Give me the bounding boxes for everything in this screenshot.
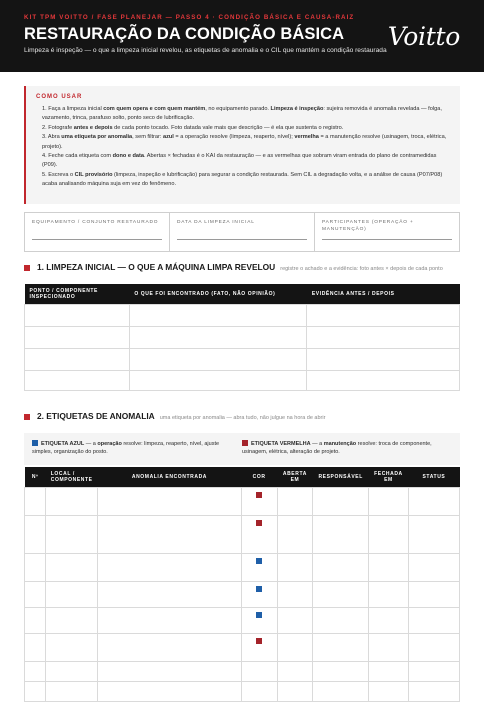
table-cell[interactable]	[369, 681, 409, 701]
table-cell[interactable]	[369, 553, 409, 581]
field-participants[interactable]	[315, 213, 459, 251]
table-cell[interactable]	[313, 607, 369, 633]
table-cell[interactable]	[307, 304, 460, 326]
section-note: registre o achado e a evidência: foto antes × depois de cada ponto	[280, 266, 443, 272]
table-cell[interactable]	[313, 553, 369, 581]
column-header: O QUE FOI ENCONTRADO (FATO, NÃO OPINIÃO)	[129, 284, 307, 304]
page-title: RESTAURAÇÃO DA CONDIÇÃO BÁSICA	[24, 25, 345, 43]
header-fields	[24, 212, 460, 252]
field-equipment[interactable]	[25, 213, 170, 251]
table-cell[interactable]	[25, 633, 46, 661]
table-cell[interactable]	[25, 553, 46, 581]
step-text: = a operação resolve (limpeza, reaperto, nível);	[173, 134, 295, 141]
step-text: (limpeza, inspeção e lubrificação) para segurar a condição restaurada. Sem CIL a degradação volta, e a análise de causa (P07/P08) acaba analisando máquina suja em vez do fenômeno.	[42, 171, 443, 188]
column-header: COR	[241, 467, 277, 487]
table-cell[interactable]	[25, 326, 130, 348]
table-cell[interactable]	[408, 661, 459, 681]
legend-red-tag	[242, 439, 452, 465]
step-text: Escreva o	[48, 171, 75, 178]
column-header: RESPONSÁVEL	[313, 467, 369, 487]
step-text: . Abertas × fechadas é o KAI da restauração — e as vermelhas que sobram viram entrada do plano de contramedidas (P09).	[42, 153, 437, 169]
table-cell[interactable]	[277, 681, 313, 701]
tag-legend	[24, 433, 460, 465]
column-header: Nº	[25, 467, 46, 487]
kicker: KIT TPM VOITTO / FASE PLANEJAR — PASSO 4 · CONDIÇÃO BÁSICA E CAUSA-RAIZ	[24, 14, 355, 21]
column-header: ANOMALIA ENCONTRADA	[98, 467, 241, 487]
legend-emphasis: operação	[97, 441, 122, 447]
table-cell[interactable]	[408, 581, 459, 607]
table-row	[25, 515, 460, 553]
how-to-use-steps	[36, 105, 450, 190]
step-emphasis: uma etiqueta por anomalia	[61, 134, 133, 141]
table-cell[interactable]	[98, 633, 241, 661]
step-text: de cada ponto tocado. Foto datada vale mais que descrição — é ela que sustenta o registro.	[112, 124, 344, 131]
table-cell[interactable]	[25, 581, 46, 607]
step-text: , sem filtrar:	[132, 134, 163, 141]
table-cell[interactable]	[369, 515, 409, 553]
table-cell[interactable]	[25, 661, 46, 681]
table-cell[interactable]	[277, 515, 313, 553]
table-cell[interactable]	[129, 304, 307, 326]
table-row	[25, 581, 460, 607]
table-cell[interactable]	[25, 348, 130, 370]
table-cell[interactable]	[129, 370, 307, 390]
column-header: EVIDÊNCIA ANTES / DEPOIS	[307, 284, 460, 304]
table-cell[interactable]	[46, 681, 98, 701]
table-cell[interactable]	[98, 681, 241, 701]
table-cell[interactable]	[25, 607, 46, 633]
table-cell[interactable]	[25, 370, 130, 390]
table-cell[interactable]	[277, 607, 313, 633]
table-cell[interactable]	[369, 607, 409, 633]
color-cell[interactable]	[241, 487, 277, 515]
table-cell[interactable]	[369, 581, 409, 607]
field-input-line[interactable]	[32, 239, 162, 240]
how-to-step	[36, 171, 450, 190]
table-cell[interactable]	[129, 348, 307, 370]
section-title: 1. LIMPEZA INICIAL — O QUE A MÁQUINA LIMPA REVELOU	[37, 262, 276, 272]
voitto-logo: Voitto	[387, 22, 460, 51]
step-number: 1.	[42, 106, 49, 112]
table-cell[interactable]	[408, 553, 459, 581]
step-text: , no equipamento parado.	[205, 106, 271, 112]
table-cell[interactable]	[408, 607, 459, 633]
table-cell[interactable]	[277, 553, 313, 581]
table-cell[interactable]	[408, 515, 459, 553]
table-row	[25, 487, 460, 515]
how-to-use-box	[24, 86, 460, 204]
blue-tag-marker	[256, 612, 262, 618]
step-emphasis: antes e depois	[73, 124, 113, 131]
field-label: DATA DA LIMPEZA INICIAL	[177, 220, 255, 225]
table-cell[interactable]	[307, 370, 460, 390]
table-cell[interactable]	[408, 487, 459, 515]
column-header: PONTO / COMPONENTE INSPECIONADO	[25, 284, 130, 304]
table-row	[25, 348, 460, 370]
column-header: ABERTA EM	[277, 467, 313, 487]
column-header: STATUS	[408, 467, 459, 487]
field-label: EQUIPAMENTO / CONJUNTO RESTAURADO	[32, 220, 159, 225]
color-cell[interactable]	[241, 607, 277, 633]
table-cell[interactable]	[98, 607, 241, 633]
color-cell[interactable]	[241, 515, 277, 553]
table-cell[interactable]	[46, 515, 98, 553]
table-cell[interactable]	[98, 553, 241, 581]
how-to-use-title: COMO USAR	[36, 94, 83, 100]
column-header: LOCAL / COMPONENTE	[46, 467, 98, 487]
color-cell[interactable]	[241, 681, 277, 701]
table-row	[25, 633, 460, 661]
color-cell[interactable]	[241, 581, 277, 607]
table-cell[interactable]	[98, 581, 241, 607]
table-cell[interactable]	[277, 633, 313, 661]
table-cell[interactable]	[313, 581, 369, 607]
table-cell[interactable]	[98, 515, 241, 553]
table-row	[25, 304, 460, 326]
table-cell[interactable]	[277, 581, 313, 607]
table-cell[interactable]	[46, 487, 98, 515]
section-1-heading	[24, 262, 443, 272]
table-cell[interactable]	[46, 661, 98, 681]
step-emphasis: azul	[162, 134, 174, 141]
field-input-line[interactable]	[322, 239, 452, 240]
blue-tag-marker	[256, 558, 262, 564]
table-cell[interactable]	[98, 661, 241, 681]
legend-text: — a	[84, 441, 98, 447]
legend-text: resolve: troca de componente, usinagem, elétrica, alteração de projeto.	[242, 441, 432, 456]
legend-text: — a	[310, 441, 324, 447]
table-cell[interactable]	[408, 681, 459, 701]
field-label: PARTICIPANTES (OPERAÇÃO + MANUTENÇÃO)	[322, 220, 414, 232]
step-emphasis: dono e data	[112, 153, 144, 160]
page-header	[0, 0, 484, 72]
step-text: = a manutenção resolve (usinagem, troca, elétrica, projeto).	[42, 134, 447, 150]
legend-blue-tag	[32, 439, 242, 465]
table-cell[interactable]	[46, 553, 98, 581]
legend-emphasis: manutenção	[323, 441, 357, 447]
blue-tag-label: ETIQUETA AZUL	[41, 441, 85, 447]
table-cell[interactable]	[277, 487, 313, 515]
red-tag-marker	[256, 520, 262, 526]
step-emphasis: vermelha	[294, 134, 319, 141]
how-to-step	[36, 152, 450, 171]
table-cell[interactable]	[46, 633, 98, 661]
table-cell[interactable]	[313, 633, 369, 661]
table-cell[interactable]	[313, 661, 369, 681]
table-cell[interactable]	[313, 681, 369, 701]
table-cell[interactable]	[25, 304, 130, 326]
table-cell[interactable]	[408, 633, 459, 661]
table-cell[interactable]	[313, 487, 369, 515]
step-text: Fotografe	[48, 124, 74, 131]
table-row	[25, 553, 460, 581]
red-tag-label: ETIQUETA VERMELHA	[251, 441, 311, 447]
page-subtitle: Limpeza é inspeção — o que a limpeza inicial revelou, as etiquetas de anomalia e o CIL que mantém a condição restaurada	[24, 47, 387, 54]
how-to-step	[36, 133, 450, 152]
step-emphasis: Limpeza é inspeção	[270, 106, 324, 112]
table-cell[interactable]	[369, 633, 409, 661]
table-row	[25, 326, 460, 348]
table-cell[interactable]	[307, 326, 460, 348]
column-header: FECHADA EM	[369, 467, 409, 487]
table-cell[interactable]	[307, 348, 460, 370]
red-tag-marker	[256, 638, 262, 644]
red-square-icon	[242, 440, 248, 446]
table-row	[25, 607, 460, 633]
table-cell[interactable]	[98, 487, 241, 515]
table-cell[interactable]	[369, 661, 409, 681]
step-number: 4.	[42, 153, 49, 160]
section-title: 2. ETIQUETAS DE ANOMALIA	[37, 411, 155, 421]
field-input-line[interactable]	[177, 239, 307, 240]
table-cell[interactable]	[46, 607, 98, 633]
table-cell[interactable]	[46, 581, 98, 607]
step-text: Feche cada etiqueta com	[48, 153, 113, 160]
step-number: 2.	[42, 124, 49, 131]
table-cell[interactable]	[129, 326, 307, 348]
how-to-step	[36, 124, 450, 133]
step-emphasis: CIL provisório	[74, 171, 113, 178]
table-row	[25, 681, 460, 701]
table-cell[interactable]	[369, 487, 409, 515]
color-cell[interactable]	[241, 661, 277, 681]
table-cell[interactable]	[25, 487, 46, 515]
table-row	[25, 370, 460, 390]
cleaning-findings-table	[24, 284, 460, 391]
blue-square-icon	[32, 440, 38, 446]
legend-text: resolve: limpeza, reaperto, nível, ajuste simples, organização do posto.	[32, 441, 220, 456]
step-text: : sujeira removida é anomalia revelada — folga, vazamento, trinca, parafuso solto, ponto seco de lubrificação.	[42, 106, 442, 122]
section-marker	[24, 265, 30, 271]
color-cell[interactable]	[241, 633, 277, 661]
step-number: 3.	[42, 134, 48, 141]
section-marker	[24, 414, 30, 420]
color-cell[interactable]	[241, 553, 277, 581]
red-tag-marker	[256, 492, 262, 498]
table-cell[interactable]	[277, 661, 313, 681]
step-text: Abra	[47, 134, 62, 141]
step-emphasis: com quem opera e com quem mantém	[103, 106, 206, 112]
table-cell[interactable]	[25, 681, 46, 701]
anomaly-tags-table	[24, 467, 460, 702]
how-to-step	[36, 105, 450, 124]
field-cleaning-date[interactable]	[170, 213, 315, 251]
table-cell[interactable]	[25, 515, 46, 553]
table-row	[25, 661, 460, 681]
step-number: 5.	[42, 171, 49, 178]
table-cell[interactable]	[313, 515, 369, 553]
section-note: uma etiqueta por anomalia — abra tudo, não julgue na hora de abrir	[159, 415, 326, 421]
section-2-heading	[24, 411, 325, 421]
step-text: Faça a limpeza inicial	[48, 106, 104, 112]
blue-tag-marker	[256, 586, 262, 592]
